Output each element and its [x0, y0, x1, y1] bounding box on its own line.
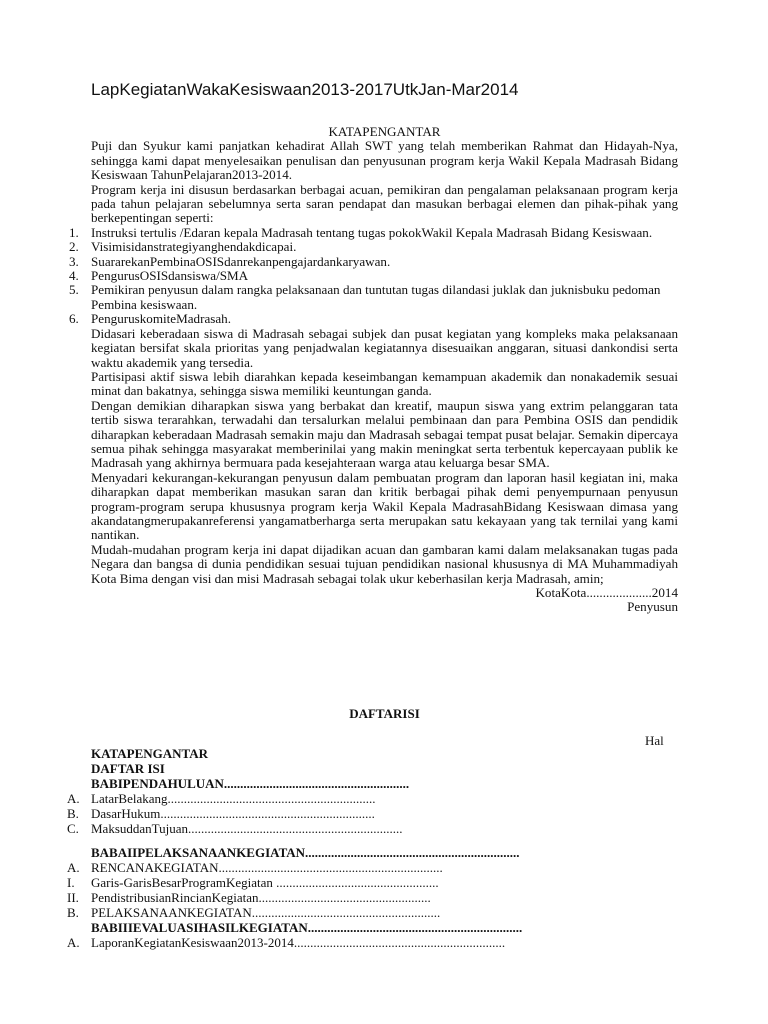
list-text: Pemikiran penyusun dalam rangka pelaksanaan dan tuntutan tugas dilandasi juklak dan juknisbuku pedoman Pembina kesiswaan. — [91, 282, 661, 312]
toc-entry: II. PendistribusianRincianKegiatan..................................................... — [67, 890, 431, 905]
kata-pengantar-section — [69, 124, 678, 615]
toc-entry: C. MaksuddanTujuan.................................................................. — [67, 821, 403, 836]
toc-entry-bab-1: BABIPENDAHULUAN......................................................... — [91, 776, 410, 791]
list-item — [69, 239, 678, 255]
page-column-header: Hal — [645, 733, 664, 748]
place-date: KotaKota....................2014 — [535, 585, 678, 600]
list-number: 1. — [69, 224, 79, 240]
paragraph-1: Puji dan Syukur kami panjatkan kehadirat Allah SWT yang telah memberikan Rahmat dan Hidayah-Nya, sehingga kami dapat menyelesaikan penulisan dan penyusunan program kerja Wakil Kepala Madrasah Bidang Kesiswaan TahunPelajaran2013-2014. — [91, 138, 678, 183]
list-text: SuararekanPembinaOSISdanrekanpengajardankaryawan. — [91, 253, 391, 269]
list-item — [69, 268, 678, 284]
list-number: 2. — [69, 239, 79, 255]
list-number: 3. — [69, 253, 79, 269]
list-number: 5. — [69, 282, 79, 298]
list-text: PenguruskomiteMadrasah. — [91, 311, 232, 327]
toc-entry-daftar-isi: DAFTAR ISI — [91, 761, 165, 776]
toc-entry: B. PELAKSANAANKEGIATAN.......................................................... — [67, 905, 441, 920]
paragraph-7: Mudah-mudahan program kerja ini dapat dijadikan acuan dan gambaran kami dalam melaksanakan tugas pada Negara dan bangsa di dunia pendidikan sesuai tujuan pendidikan nasional khususnya di MA Muhammadiyah Kota Bima dengan visi dan misi Madrasah sebagai tolak ukur keberhasilan kerja Madrasah, amin; — [91, 541, 678, 586]
toc-entry: A. LaporanKegiatanKesiswaan2013-2014................................................................. — [67, 935, 506, 950]
toc-entry: A. LatarBelakang................................................................ — [67, 791, 376, 806]
numbered-list — [69, 224, 678, 327]
list-item — [69, 311, 678, 327]
list-number: 6. — [69, 311, 79, 327]
list-item — [69, 282, 678, 312]
paragraph-6: Menyadari kekurangan-kekurangan penyusun dalam pembuatan program dan laporan hasil kegiatan ini, maka diharapkan dapat memberikan masukan saran dan kritik berbagai pihak demi penyempurnaan penyusun program-program serupa khususnya program kerja Wakil Kepala MadrasahBidang Kesiswaan dimasa yang akandatangmerupakanreferensi yangamatberharga serta merupakan satu kekayaan yang tak ternilai yang kami nantikan. — [91, 469, 678, 543]
paragraph-2: Program kerja ini disusun berdasarkan berbagai acuan, pemikiran dan pengalaman pelaksanaan program kerja pada tahun pelajaran sebelumnya serta saran pendapat dan masukan berbagai elemen dan pihak-pihak yang berkepentingan seperti: — [91, 181, 678, 226]
list-number: 4. — [69, 268, 79, 284]
toc-entry: A. RENCANAKEGIATAN..................................................................... — [67, 860, 443, 875]
list-text: Visimisidanstrategiyanghendakdicapai. — [91, 239, 297, 255]
list-item — [69, 224, 678, 240]
toc-entry: I. Garis-GarisBesarProgramKegiatan .................................................. — [67, 875, 439, 890]
paragraph-3: Didasari keberadaan siswa di Madrasah sebagai subjek dan pusat kegiatan yang kompleks maka pelaksanaan kegiatan bersifat skala prioritas yang penjadwalan kegiatannya disesuaikan anggaran, situasi dankondisi serta waktu akademik yang tersedia. — [91, 325, 678, 370]
toc-entry-bab-2: BABAIIPELAKSANAANKEGIATAN.................................................................. — [91, 845, 520, 860]
paragraph-4: Partisipasi aktif siswa lebih diarahkan kepada keseimbangan kemampuan akademik dan nonakademik sesuai minat dan bakatnya, sehingga siswa memiliki keuntungan ganda. — [91, 368, 678, 399]
toc-entry: B. DasarHukum.................................................................. — [67, 806, 375, 821]
daftar-isi-heading: DAFTARISI — [349, 706, 420, 721]
list-text: Instruksi tertulis /Edaran kepala Madrasah tentang tugas pokokWakil Kepala Madrasah Bidang Kesiswaan. — [91, 224, 653, 240]
signer: Penyusun — [627, 599, 678, 615]
paragraph-5: Dengan demikian diharapkan siswa yang berbakat dan kreatif, maupun siswa yang extrim pelanggaran tata tertib siswa terarahkan, terwadahi dan tersalurkan melalui pembinaan dan para Pembina OSIS dan pendidik diharapkan keberadaan Madrasah semakin maju dan Madrasah sebagai tempat pusat belajar. Semakin dipercaya semua pihak sehingga masyarakat memberinilai yang makin meningkat serta terbentuk kepercayaan publik ke Madrasah yang akhirnya bermuara pada kesejahteraan warga atau keluarga besar SMA. — [91, 397, 678, 471]
kata-pengantar-heading: KATAPENGANTAR — [328, 124, 441, 139]
list-item — [69, 253, 678, 269]
document-title: LapKegiatanWakaKesiswaan2013-2017UtkJan-Mar2014 — [91, 80, 519, 99]
toc-entry-kata-pengantar: KATAPENGANTAR — [91, 746, 208, 761]
toc-entry-bab-3: BABIIIEVALUASIHASILKEGIATAN.................................................................. — [91, 920, 523, 935]
list-text: PengurusOSISdansiswa/SMA — [91, 268, 249, 284]
